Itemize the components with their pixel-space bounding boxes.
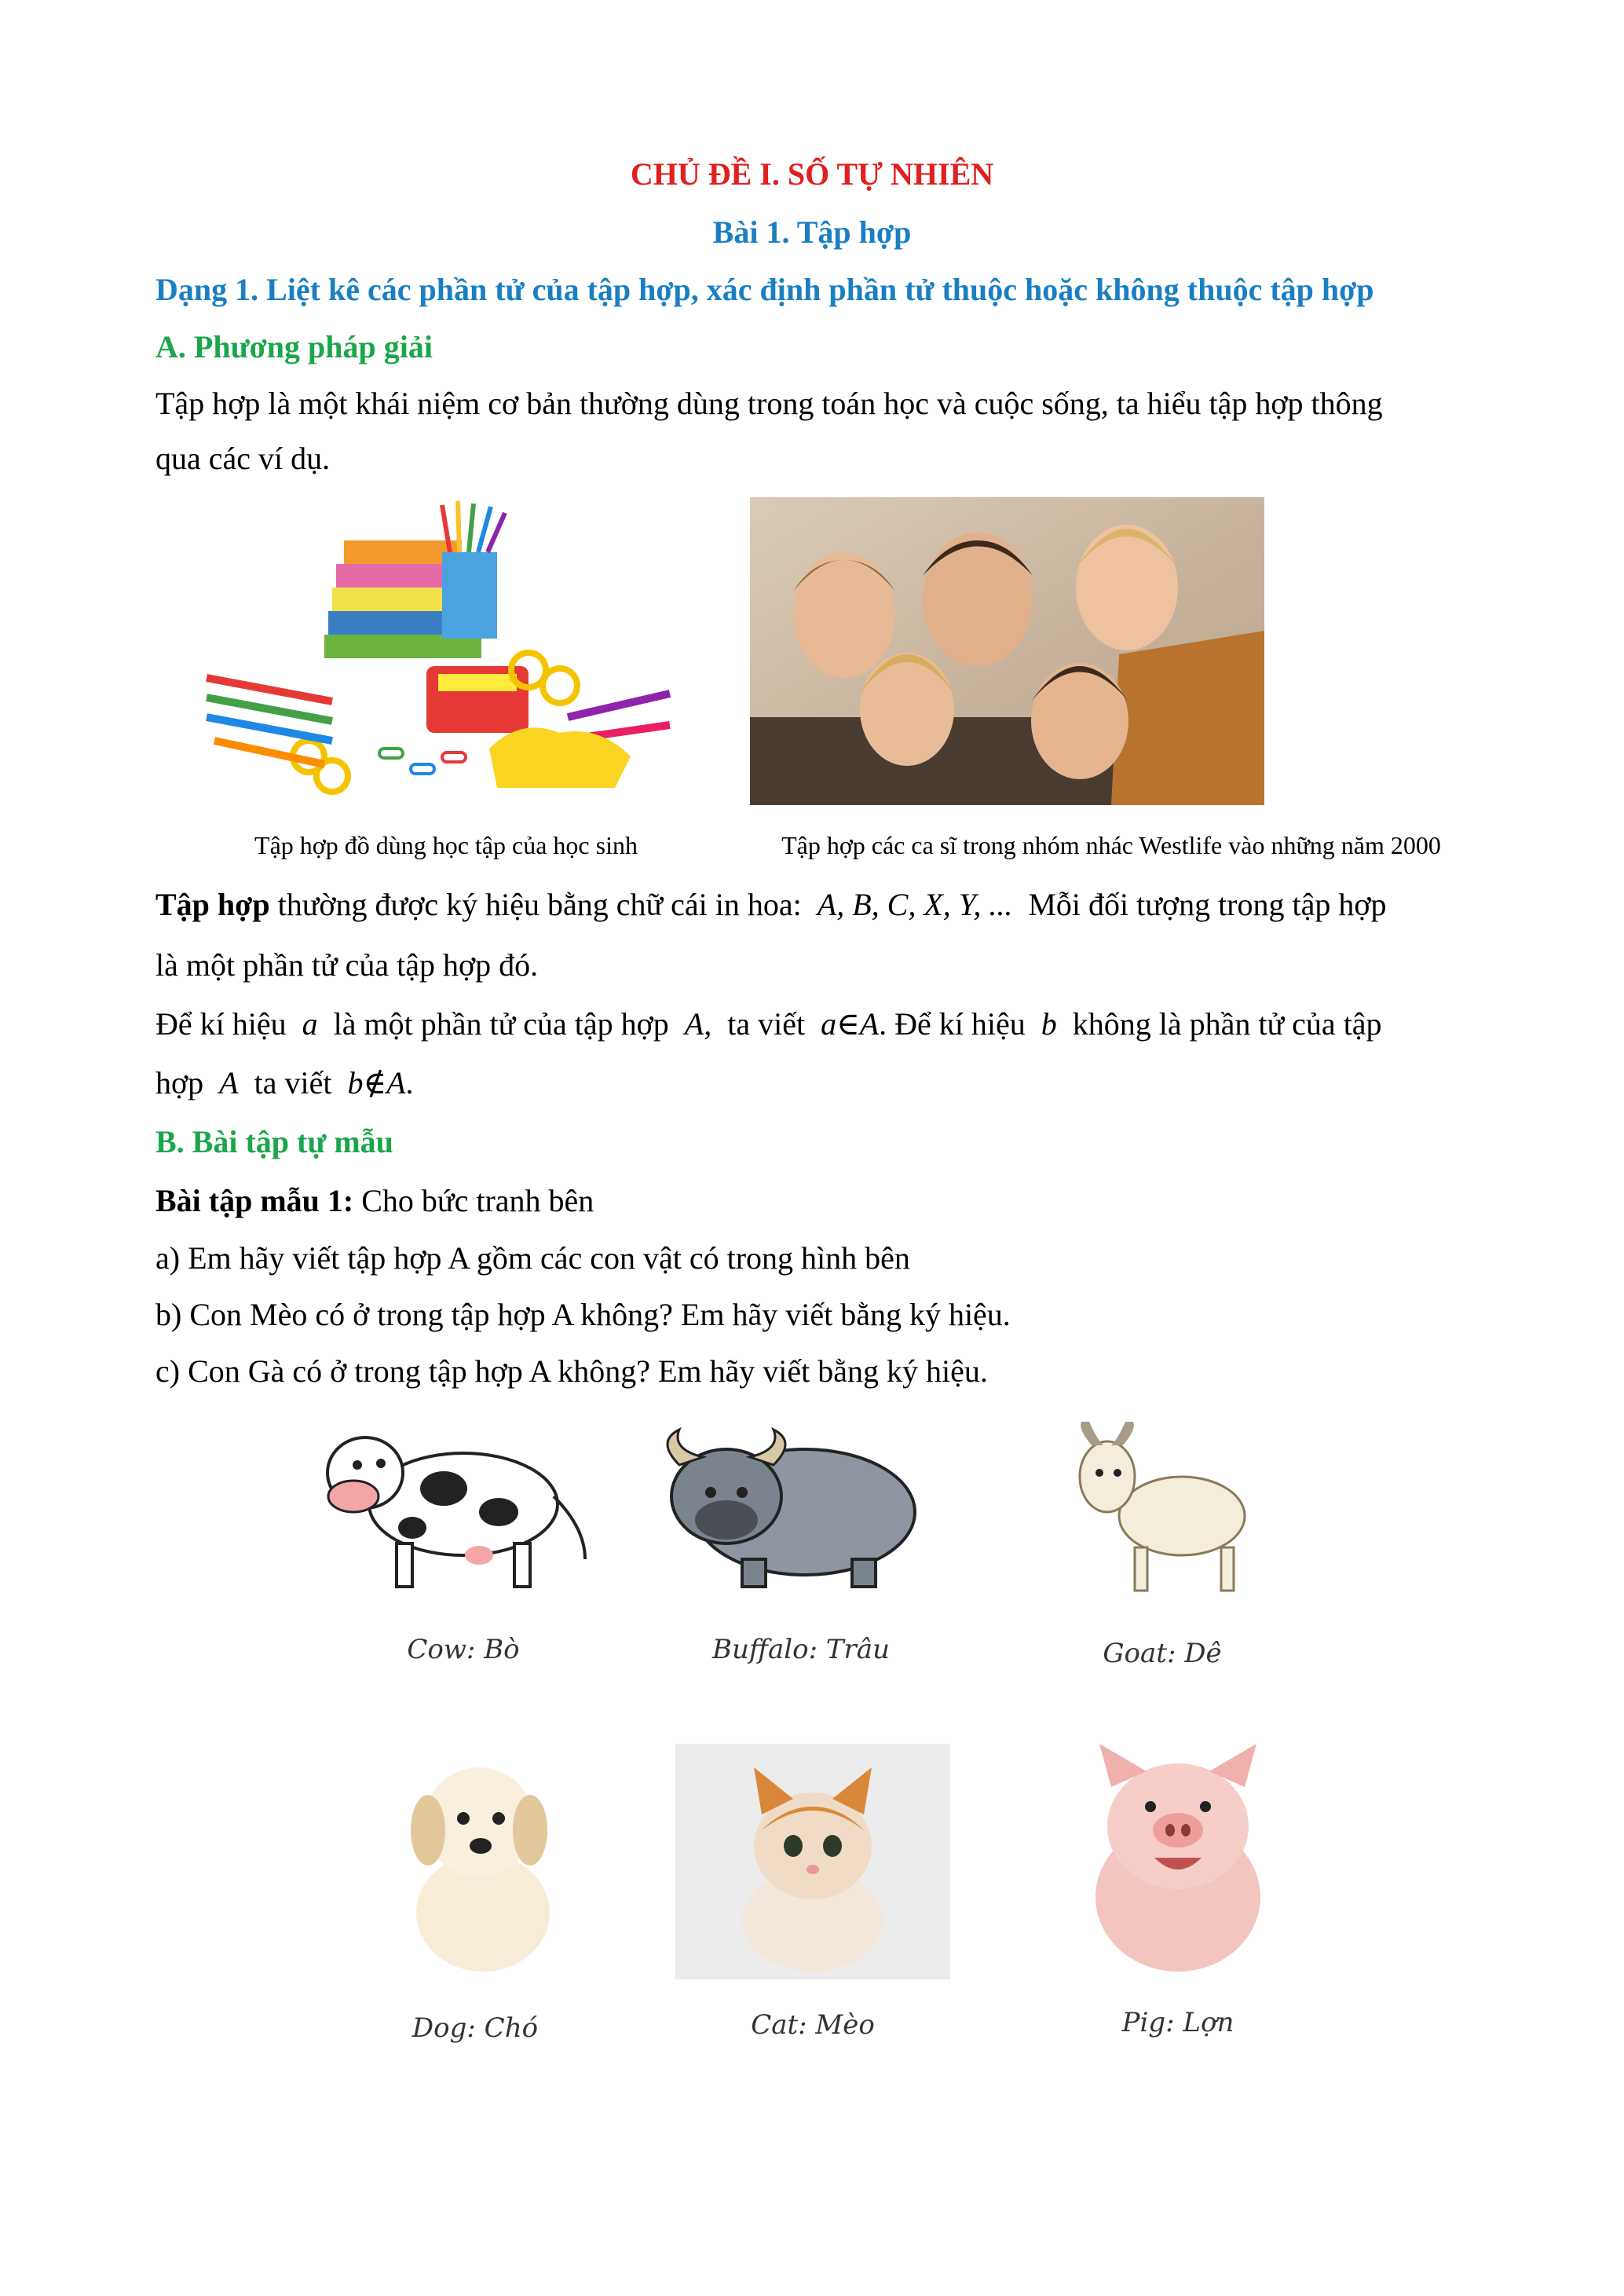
var-b: b: [1041, 1006, 1057, 1042]
question-c: c) Con Gà có ở trong tập hợp A không? Em hãy viết bằng ký hiệu.: [155, 1353, 988, 1389]
chapter-title: CHỦ ĐỀ I. SỐ TỰ NHIÊN: [630, 156, 994, 192]
animal-label-cow: Cow: Bò: [407, 1634, 520, 1665]
caption-westlife: Tập hợp các ca sĩ trong nhóm nhác Westlife vào những năm 2000: [781, 831, 1441, 859]
text: hợp: [155, 1065, 204, 1100]
animal-label-goat: Goat: Dê: [1103, 1638, 1222, 1669]
animal-label-buffalo: Buffalo: Trâu: [712, 1634, 890, 1665]
cat-photo: [675, 1744, 950, 1979]
term-tap-hop: Tập hợp: [155, 887, 270, 922]
non-membership-line: [155, 1064, 414, 1102]
text: không là phần tử của tập: [1072, 1006, 1382, 1042]
text: . Để kí hiệu: [879, 1006, 1026, 1042]
element-of-expression: a∈A: [821, 1006, 880, 1042]
pig-photo: [1080, 1740, 1276, 1976]
definition-line-1: [155, 886, 1506, 924]
var-A: A,: [684, 1006, 712, 1042]
membership-line: [155, 1005, 1506, 1043]
example-text: Cho bức tranh bên: [353, 1183, 594, 1218]
text: ta viết: [254, 1065, 332, 1100]
text: Để kí hiệu: [155, 1006, 287, 1042]
goat-illustration: [1056, 1422, 1268, 1598]
animal-label-cat: Cat: Mèo: [751, 2009, 875, 2041]
example-label: Bài tập mẫu 1:: [155, 1183, 354, 1218]
subsection-method: A. Phương pháp giải: [155, 329, 433, 364]
var-A: A: [219, 1065, 239, 1100]
intro-line-2: qua các ví dụ.: [155, 441, 331, 476]
westlife-photo: [750, 497, 1264, 805]
school-supplies-image: [191, 497, 682, 807]
dog-photo: [385, 1748, 577, 1976]
section-title-dang1: Dạng 1. Liệt kê các phần tử của tập hợp, xác định phần tử thuộc hoặc không thuộc tập hợp: [155, 272, 1374, 307]
lesson-title: Bài 1. Tập hợp: [712, 214, 912, 250]
animal-label-dog: Dog: Chó: [411, 2012, 539, 2044]
not-element-of-expression: b∉A: [347, 1065, 406, 1100]
animal-label-pig: Pig: Lợn: [1121, 2007, 1234, 2038]
definition-tail: Mỗi đối tượng trong tập hợp: [1028, 887, 1387, 922]
definition-text: thường được ký hiệu bằng chữ cái in hoa:: [269, 887, 802, 922]
cow-illustration: [318, 1426, 601, 1595]
text: ta viết: [727, 1006, 806, 1042]
subsection-examples: B. Bài tập tự mẫu: [155, 1124, 393, 1159]
text: là một phần tử của tập hợp: [333, 1006, 669, 1042]
intro-line-1: Tập hợp là một khái niệm cơ bản thường dùng trong toán học và cuộc sống, ta hiểu tập hợp thông: [155, 386, 1383, 421]
definition-line-2: là một phần tử của tập hợp đó.: [155, 947, 539, 983]
text: .: [405, 1065, 414, 1100]
question-a: a) Em hãy viết tập hợp A gồm các con vật có trong hình bên: [155, 1240, 910, 1276]
set-symbols: A, B, C, X, Y, ...: [817, 887, 1013, 922]
var-a: a: [302, 1006, 318, 1042]
buffalo-illustration: [648, 1426, 938, 1595]
example-1-line: [155, 1182, 594, 1220]
question-b: b) Con Mèo có ở trong tập hợp A không? Em hãy viết bằng ký hiệu.: [155, 1297, 1011, 1332]
caption-school-supplies: Tập hợp đồ dùng học tập của học sinh: [254, 831, 638, 859]
